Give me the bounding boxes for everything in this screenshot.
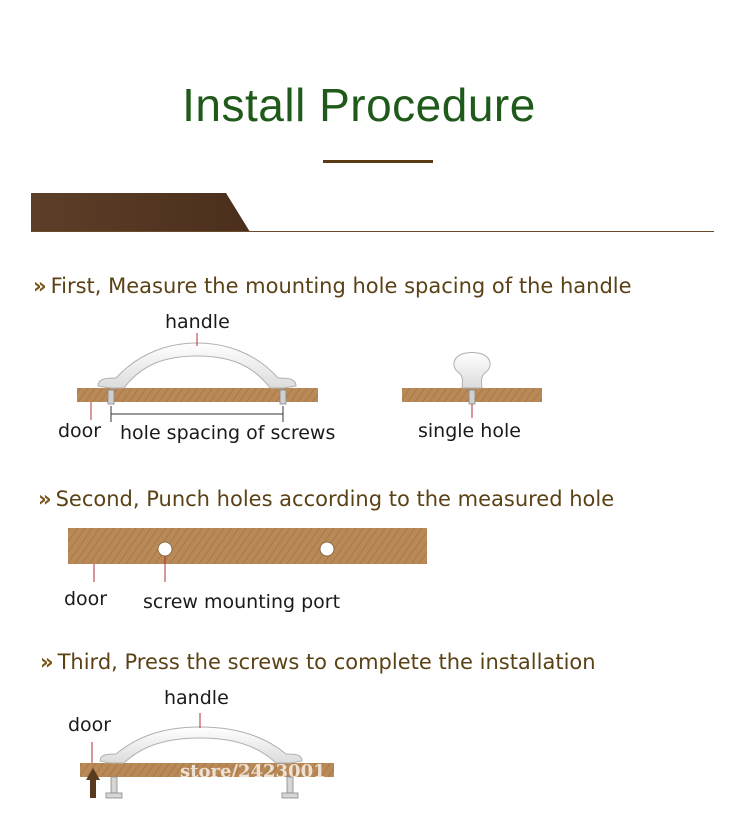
- step-marker-icon: »: [40, 650, 54, 674]
- step2-label-screw-port: screw mounting port: [143, 591, 341, 613]
- step2-hole-right: [320, 542, 334, 556]
- step1-handle-diagram: [77, 333, 318, 422]
- step1-knob-screw: [469, 390, 475, 404]
- step1-label-hole-spacing: hole spacing of screws: [120, 422, 336, 444]
- step2-door-board: [68, 528, 427, 564]
- store-watermark: store/2423001: [180, 761, 326, 782]
- step1-label-handle: handle: [165, 311, 230, 333]
- step-marker-icon: »: [38, 487, 52, 511]
- step1-text: First, Measure the mounting hole spacing of the handle: [50, 274, 632, 298]
- step-marker-icon: »: [33, 274, 47, 298]
- step2-heading: [38, 487, 614, 511]
- step1-screw-right: [280, 390, 286, 404]
- step2-text: Second, Punch holes according to the measured hole: [55, 487, 615, 511]
- step2-board-diagram: [68, 528, 427, 582]
- step3-text: Third, Press the screws to complete the installation: [57, 650, 596, 674]
- step1-heading: [33, 274, 632, 298]
- page-title: Install Procedure: [182, 79, 536, 131]
- header-banner: [31, 193, 250, 232]
- step1-handle: [98, 343, 296, 388]
- step1-label-single-hole: single hole: [418, 420, 521, 442]
- step3-heading: [40, 650, 596, 674]
- step1-knob: [454, 353, 490, 389]
- step3-screw-left: [106, 777, 122, 798]
- step1-screw-left: [108, 390, 114, 404]
- step1-label-door: door: [58, 420, 102, 442]
- step3-install-diagram: [80, 713, 334, 798]
- step2-hole-left: [158, 542, 172, 556]
- title-underline: [323, 160, 433, 163]
- step3-handle: [100, 727, 302, 763]
- step3-label-door: door: [68, 714, 112, 736]
- step3-label-handle: handle: [164, 687, 229, 709]
- step2-label-door: door: [64, 588, 108, 610]
- step1-single-hole-diagram: [402, 353, 542, 419]
